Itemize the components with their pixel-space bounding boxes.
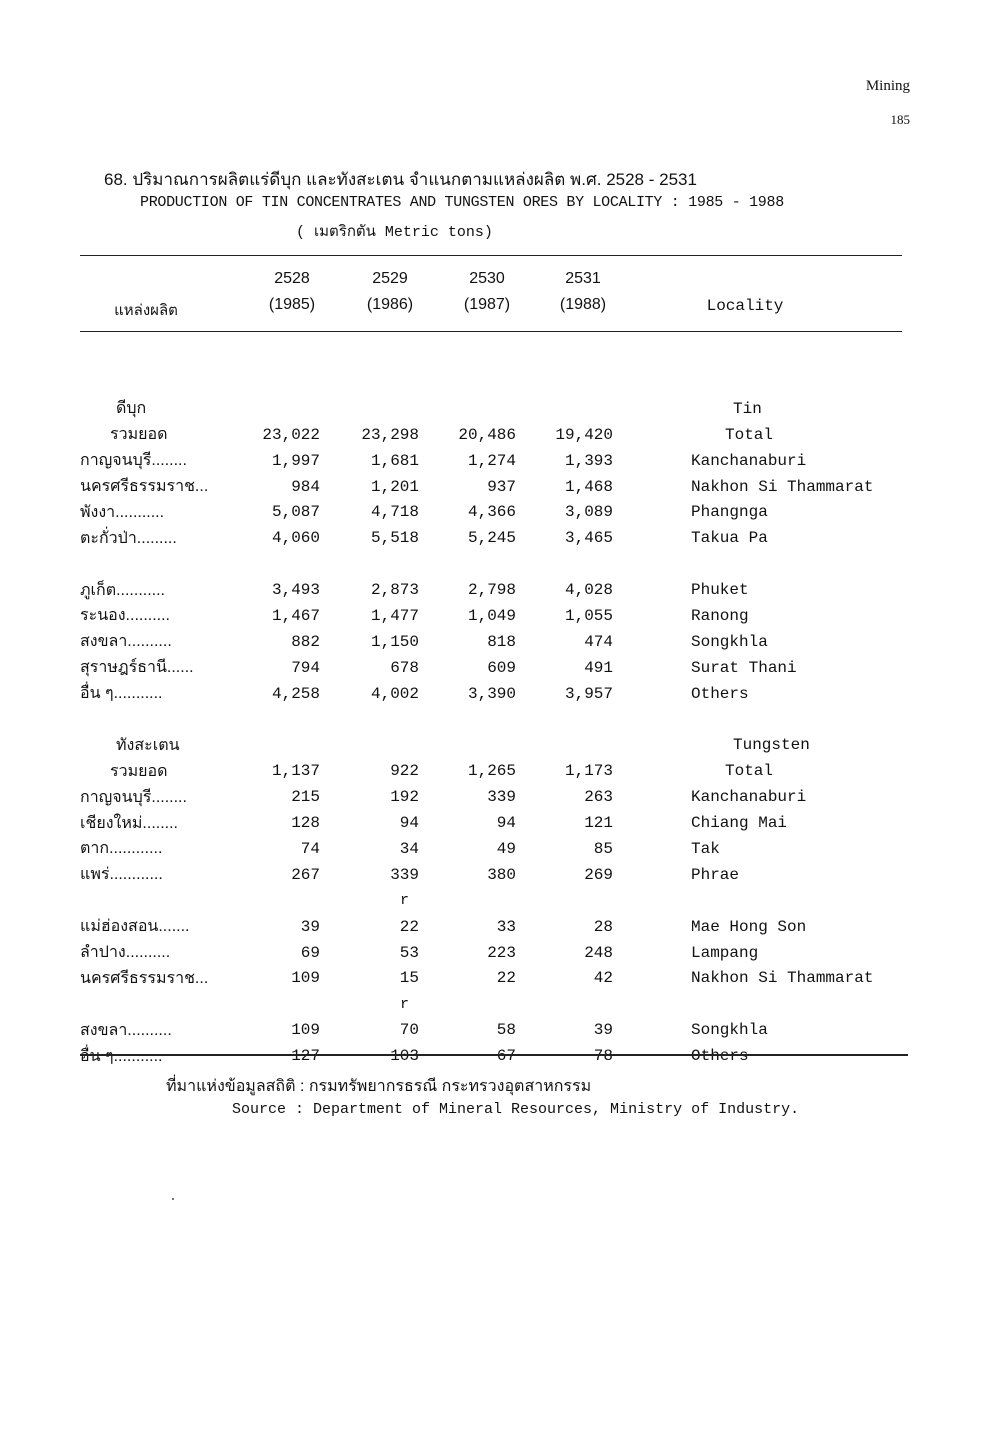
cell-value-1 [228,732,320,758]
cell-value-1 [228,370,320,396]
cell-value-1: 69 [300,943,320,962]
table-row [80,758,910,784]
revision-mark: r [399,995,409,1013]
header-year-be-3: 2530 [469,270,505,287]
cell-value-3: 1,049 [467,606,516,625]
cell-value-2 [320,707,419,733]
cell-locality-thai: อื่น ๆ........... [80,685,163,703]
table-row [80,732,910,758]
cell-value-3 [419,396,516,422]
cell-value-2: 339 [390,865,419,884]
cell-locality-english: Songkhla [691,1021,768,1040]
cell-value-4 [516,707,613,733]
cell-locality-thai [80,888,228,914]
cell-value-1: 109 [291,969,320,988]
cell-value-3: 380 [487,865,516,884]
production-table [80,370,910,1069]
cell-value-2: 678 [390,658,419,677]
cell-locality-thai: สงขลา.......... [80,633,172,651]
header-year-ce-1: (1985) [268,296,316,313]
cell-value-3 [419,551,516,577]
cell-locality-english: Tin [733,399,762,418]
cell-value-3: 67 [496,1047,516,1066]
cell-value-4: 1,173 [564,762,613,781]
cell-locality-thai: สงขลา.......... [80,1021,172,1039]
cell-locality-thai [80,370,228,396]
cell-value-1 [228,707,320,733]
cell-locality-english: Nakhon Si Thammarat [691,477,874,496]
cell-locality-english: Kanchanaburi [691,788,807,807]
cell-locality-english: Total [725,762,774,781]
cell-value-3: 818 [487,632,516,651]
cell-locality-english [613,370,910,396]
cell-value-2 [320,551,419,577]
cell-value-2: 94 [399,814,419,833]
header-year-ce-2: (1986) [366,296,414,313]
cell-value-1: 4,258 [271,684,320,703]
cell-locality-thai: อื่น ๆ........... [80,1047,163,1065]
cell-value-2: 4,718 [370,503,419,522]
cell-value-2: 1,477 [370,606,419,625]
cell-value-2: 53 [399,943,419,962]
cell-value-1: 984 [291,477,320,496]
cell-locality-thai: นครศรีธรรมราช... [80,969,209,987]
cell-value-4: 121 [584,814,613,833]
table-row [80,603,910,629]
revision-mark [419,888,516,914]
cell-value-1: 127 [291,1047,320,1066]
cell-value-2: 70 [399,1021,419,1040]
cell-locality-english: Ranong [691,606,749,625]
cell-value-4 [516,370,613,396]
cell-value-1 [228,396,320,422]
cell-locality-thai: รวมยอด [110,762,168,780]
cell-locality-english: Chiang Mai [691,814,788,833]
table-row [80,525,910,551]
table-row [80,370,910,396]
cell-locality-english: Others [691,1047,749,1066]
cell-locality-english [613,551,910,577]
cell-value-4 [516,396,613,422]
header-year-be-1: 2528 [274,270,310,287]
header-year-be-2: 2529 [372,270,408,287]
table-row [80,577,910,603]
cell-value-1: 39 [300,917,320,936]
header-english-locality: Locality [706,297,784,315]
cell-value-4: 3,089 [564,503,613,522]
cell-locality-thai: ภูเก็ต........... [80,581,165,599]
cell-value-1: 3,493 [271,581,320,600]
cell-value-3: 22 [496,969,516,988]
cell-value-3: 49 [496,839,516,858]
cell-locality-english: Songkhla [691,632,768,651]
cell-value-3 [419,732,516,758]
table-row [80,681,910,707]
cell-value-3: 5,245 [467,529,516,548]
cell-locality-thai: ระนอง.......... [80,607,170,625]
table-row [80,1043,910,1069]
cell-locality-thai: สุราษฎร์ธานี...... [80,659,194,677]
cell-value-3: 1,274 [467,451,516,470]
cell-locality-english: Takua Pa [691,529,768,548]
header-year-ce-3: (1987) [463,296,511,313]
cell-value-1: 1,467 [271,606,320,625]
cell-value-2: 922 [390,762,419,781]
cell-value-4: 42 [593,969,613,988]
cell-value-1: 267 [291,865,320,884]
header-thai-locality: แหล่งผลิต [114,302,178,319]
cell-value-2: 15 [399,969,419,988]
table-bottom-rule [80,1054,908,1056]
cell-value-1 [228,551,320,577]
cell-value-4 [516,732,613,758]
cell-value-3: 33 [496,917,516,936]
cell-locality-english: Others [691,684,749,703]
cell-value-2 [320,732,419,758]
cell-value-1: 23,022 [262,425,320,444]
cell-value-4: 474 [584,632,613,651]
cell-value-1: 5,087 [271,503,320,522]
cell-locality-english: Kanchanaburi [691,451,807,470]
cell-value-4: 3,957 [564,684,613,703]
cell-locality-thai: กาญจนบุรี........ [80,788,187,806]
cell-value-4: 78 [593,1047,613,1066]
cell-locality-english: Lampang [691,943,759,962]
cell-value-3: 609 [487,658,516,677]
cell-value-4: 4,028 [564,581,613,600]
header-year-be-4: 2531 [565,270,601,287]
cell-value-3: 20,486 [458,425,516,444]
cell-value-2: 22 [399,917,419,936]
header-year-ce-4: (1988) [559,296,607,313]
cell-value-3: 223 [487,943,516,962]
table-title-thai: 68. ปริมาณการผลิตแร่ดีบุก และทังสะเตน จำแนกตามแหล่งผลิต พ.ศ. 2528 - 2531 [104,170,697,189]
cell-value-2: 2,873 [370,581,419,600]
revision-mark [516,991,613,1017]
cell-value-4: 3,465 [564,529,613,548]
cell-locality-english: Nakhon Si Thammarat [691,969,874,988]
cell-value-3: 937 [487,477,516,496]
cell-locality-english: Tungsten [733,736,810,755]
cell-value-3: 3,390 [467,684,516,703]
cell-locality-english: Surat Thani [691,658,797,677]
cell-value-1: 128 [291,814,320,833]
cell-locality-english: Phangnga [691,503,768,522]
table-row [80,991,910,1017]
table-row [80,551,910,577]
cell-value-4: 39 [593,1021,613,1040]
table-row [80,707,910,733]
table-row [80,810,910,836]
cell-locality-thai [80,991,228,1017]
revision-mark [516,888,613,914]
cell-locality-thai: ลำปาง.......... [80,944,171,962]
cell-locality-thai: แม่ฮ่องสอน....... [80,918,190,936]
cell-value-4: 269 [584,865,613,884]
cell-locality-thai: กาญจนบุรี........ [80,452,187,470]
cell-value-1: 1,997 [271,451,320,470]
cell-value-3: 339 [487,788,516,807]
cell-value-4 [516,551,613,577]
cell-value-3 [419,370,516,396]
page-number: 185 [890,112,910,127]
cell-locality-thai: เชียงใหม่........ [80,814,178,832]
table-row [80,655,910,681]
table-row [80,396,910,422]
cell-locality-thai: แพร่............ [80,866,163,884]
cell-locality-english: Mae Hong Son [691,917,807,936]
cell-value-3: 1,265 [467,762,516,781]
cell-value-2: 4,002 [370,684,419,703]
cell-value-1: 1,137 [271,762,320,781]
source-note-english: Source : Department of Mineral Resources, Ministry of Industry. [232,1101,800,1118]
cell-value-4: 1,393 [564,451,613,470]
table-row [80,474,910,500]
cell-value-2: 192 [390,788,419,807]
revision-mark [419,991,516,1017]
cell-locality-english [613,707,910,733]
cell-value-3: 94 [496,814,516,833]
cell-locality-english: Total [725,425,774,444]
table-row [80,448,910,474]
table-row [80,940,910,966]
revision-mark [228,888,320,914]
cell-value-1: 794 [291,658,320,677]
cell-locality-thai: นครศรีธรรมราช... [80,478,209,495]
cell-locality-english [613,991,910,1017]
cell-value-4: 1,468 [564,477,613,496]
table-row [80,862,910,888]
cell-locality-english [613,888,910,914]
cell-value-1: 109 [291,1021,320,1040]
cell-value-3 [419,707,516,733]
source-note-thai: ที่มาแห่งข้อมูลสถิติ : กรมทรัพยากรธรณี กระทรวงอุตสาหกรรม [166,1078,592,1095]
cell-value-2: 23,298 [361,425,419,444]
cell-value-2 [320,370,419,396]
table-top-rule [80,255,902,256]
table-row [80,784,910,810]
cell-value-2: 103 [390,1047,419,1066]
cell-value-3: 4,366 [467,503,516,522]
cell-value-1: 74 [300,839,320,858]
cell-value-2: 1,681 [370,451,419,470]
cell-locality-thai [80,551,228,577]
cell-value-2: 1,201 [370,477,419,496]
running-head: Mining [865,78,910,94]
header-bottom-rule [80,331,902,332]
table-title-english: PRODUCTION OF TIN CONCENTRATES AND TUNGSTEN ORES BY LOCALITY : 1985 - 1988 [140,194,784,211]
table-row [80,914,910,940]
cell-value-1: 4,060 [271,529,320,548]
cell-value-2: 5,518 [370,529,419,548]
cell-value-1: 882 [291,632,320,651]
cell-value-4: 28 [593,917,613,936]
revision-mark: r [399,892,409,910]
cell-value-1: 215 [291,788,320,807]
table-row [80,836,910,862]
cell-locality-english: Phuket [691,581,749,600]
cell-value-4: 263 [584,788,613,807]
table-unit: ( เมตริกตัน Metric tons) [296,224,493,241]
cell-value-2: 34 [399,839,419,858]
revision-mark [228,991,320,1017]
cell-locality-thai: พังงา........... [80,503,165,521]
table-row [80,965,910,991]
cell-locality-thai: ตาก............ [80,840,163,858]
table-body [80,370,910,1069]
cell-value-4: 491 [584,658,613,677]
table-row [80,629,910,655]
cell-value-4: 248 [584,943,613,962]
table-row [80,1017,910,1043]
cell-value-3: 2,798 [467,581,516,600]
cell-value-2: 1,150 [370,632,419,651]
cell-locality-thai: รวมยอด [110,426,168,444]
cell-locality-thai [80,707,228,733]
cell-locality-english: Phrae [691,865,740,884]
cell-locality-thai: ตะกั่วป่า......... [80,529,177,547]
cell-locality-thai: ดีบุก [116,400,147,418]
cell-value-2 [320,396,419,422]
cell-value-4: 85 [593,839,613,858]
cell-locality-english: Tak [691,839,720,858]
cell-locality-thai: ทังสะเตน [116,736,180,754]
page-speck [172,1198,174,1200]
table-row [80,888,910,914]
cell-value-4: 19,420 [555,425,613,444]
table-row [80,499,910,525]
table-row [80,422,910,448]
cell-value-3: 58 [496,1021,516,1040]
cell-value-4: 1,055 [564,606,613,625]
